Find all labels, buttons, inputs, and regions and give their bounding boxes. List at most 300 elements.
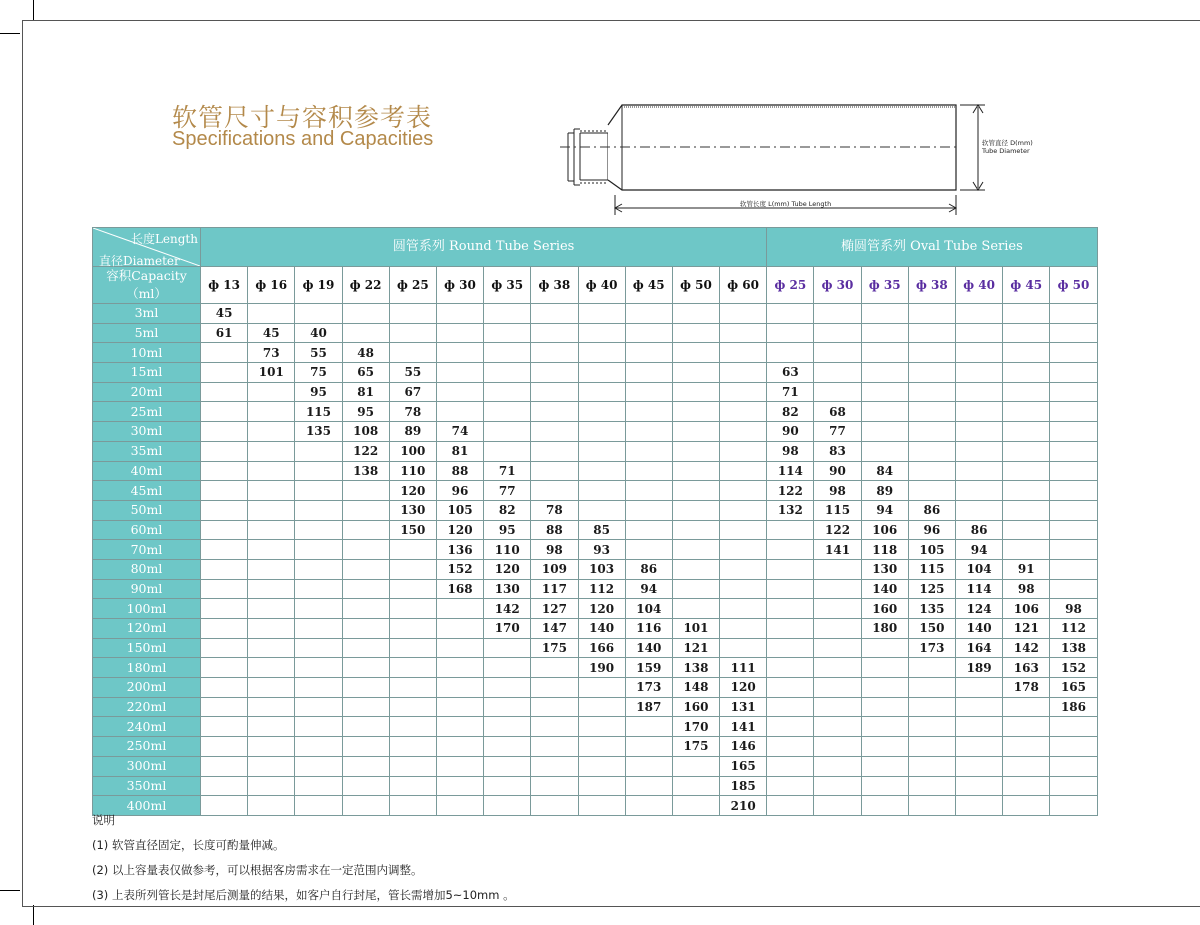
- length-cell: [389, 658, 436, 678]
- length-cell: 159: [625, 658, 672, 678]
- length-cell: 106: [861, 520, 908, 540]
- length-cell: [720, 619, 767, 639]
- length-cell: [908, 323, 955, 343]
- table-row: [93, 599, 1098, 619]
- notes-heading: 说明: [92, 813, 115, 827]
- length-cell: 120: [436, 520, 483, 540]
- table-row: [93, 579, 1098, 599]
- length-cell: [720, 422, 767, 442]
- length-cell: [436, 619, 483, 639]
- length-cell: [672, 756, 719, 776]
- length-cell: [956, 481, 1003, 501]
- length-cell: [531, 481, 578, 501]
- length-cell: 115: [908, 559, 955, 579]
- length-cell: 55: [389, 363, 436, 383]
- length-cell: 109: [531, 559, 578, 579]
- length-cell: [1050, 481, 1097, 501]
- length-cell: 165: [1050, 678, 1097, 698]
- length-cell: [201, 697, 248, 717]
- capacity-cell: 25ml: [93, 402, 201, 422]
- length-cell: 138: [1050, 638, 1097, 658]
- length-cell: [1050, 382, 1097, 402]
- length-cell: [672, 343, 719, 363]
- length-cell: [956, 422, 1003, 442]
- length-cell: 98: [531, 540, 578, 560]
- length-cell: [956, 323, 1003, 343]
- length-cell: 142: [484, 599, 531, 619]
- length-cell: [861, 658, 908, 678]
- length-cell: [908, 441, 955, 461]
- length-cell: [1050, 422, 1097, 442]
- length-cell: 138: [672, 658, 719, 678]
- length-cell: [1050, 756, 1097, 776]
- length-cell: [1050, 441, 1097, 461]
- length-cell: [578, 304, 625, 324]
- length-cell: [578, 441, 625, 461]
- length-cell: 138: [342, 461, 389, 481]
- length-cell: 78: [389, 402, 436, 422]
- length-cell: 103: [578, 559, 625, 579]
- length-cell: [389, 717, 436, 737]
- length-cell: 106: [1003, 599, 1050, 619]
- length-cell: [578, 402, 625, 422]
- length-cell: 141: [814, 540, 861, 560]
- length-cell: [484, 382, 531, 402]
- length-cell: [578, 796, 625, 816]
- length-cell: 65: [342, 363, 389, 383]
- length-cell: 94: [625, 579, 672, 599]
- length-cell: [625, 756, 672, 776]
- length-cell: [389, 737, 436, 757]
- length-cell: [672, 304, 719, 324]
- length-cell: [578, 697, 625, 717]
- length-cell: [1050, 500, 1097, 520]
- length-cell: 96: [436, 481, 483, 501]
- length-cell: [295, 638, 342, 658]
- length-cell: [720, 520, 767, 540]
- length-cell: [484, 343, 531, 363]
- length-cell: 140: [956, 619, 1003, 639]
- length-cell: [1003, 776, 1050, 796]
- length-cell: 83: [814, 441, 861, 461]
- length-cell: [720, 323, 767, 343]
- length-cell: 105: [436, 500, 483, 520]
- capacity-cell: 250ml: [93, 737, 201, 757]
- length-cell: [248, 678, 295, 698]
- capacity-cell: 120ml: [93, 619, 201, 639]
- length-cell: [861, 422, 908, 442]
- length-cell: [295, 540, 342, 560]
- length-cell: [1050, 737, 1097, 757]
- length-cell: 170: [672, 717, 719, 737]
- length-cell: [248, 579, 295, 599]
- length-cell: [672, 559, 719, 579]
- length-cell: [956, 776, 1003, 796]
- length-cell: [578, 717, 625, 737]
- length-cell: 40: [295, 323, 342, 343]
- length-cell: [861, 737, 908, 757]
- length-cell: [956, 363, 1003, 383]
- length-cell: [248, 776, 295, 796]
- length-cell: [1003, 382, 1050, 402]
- length-cell: 175: [672, 737, 719, 757]
- length-cell: [531, 343, 578, 363]
- length-cell: [814, 796, 861, 816]
- round-diameter-header: ф 35: [484, 267, 531, 304]
- length-cell: 117: [531, 579, 578, 599]
- capacity-cell: 35ml: [93, 441, 201, 461]
- length-cell: 71: [767, 382, 814, 402]
- table-row: [93, 323, 1098, 343]
- length-cell: [531, 697, 578, 717]
- length-cell: [908, 304, 955, 324]
- length-cell: [672, 540, 719, 560]
- length-cell: [342, 638, 389, 658]
- length-cell: [861, 323, 908, 343]
- length-cell: [861, 304, 908, 324]
- note-item: (1) 软管直径固定，长度可酌量伸减。: [92, 838, 285, 852]
- length-cell: [484, 717, 531, 737]
- length-cell: 75: [295, 363, 342, 383]
- length-cell: 135: [295, 422, 342, 442]
- length-cell: [956, 796, 1003, 816]
- length-cell: [248, 599, 295, 619]
- length-cell: [295, 678, 342, 698]
- length-cell: [767, 717, 814, 737]
- length-cell: [484, 402, 531, 422]
- diameter-label-en: Tube Diameter: [982, 147, 1030, 155]
- length-cell: [201, 520, 248, 540]
- length-cell: [956, 461, 1003, 481]
- length-cell: 185: [720, 776, 767, 796]
- length-cell: [342, 579, 389, 599]
- length-cell: 114: [956, 579, 1003, 599]
- length-cell: [956, 441, 1003, 461]
- table-row: [93, 658, 1098, 678]
- length-cell: [1003, 304, 1050, 324]
- length-cell: [531, 776, 578, 796]
- length-cell: 136: [436, 540, 483, 560]
- length-cell: [720, 559, 767, 579]
- capacity-cell: 220ml: [93, 697, 201, 717]
- length-cell: 122: [767, 481, 814, 501]
- length-cell: [295, 559, 342, 579]
- length-cell: [908, 678, 955, 698]
- table-row: [93, 520, 1098, 540]
- length-cell: [908, 717, 955, 737]
- table-row: [93, 481, 1098, 501]
- length-cell: 130: [484, 579, 531, 599]
- length-cell: [389, 343, 436, 363]
- table-row: [93, 382, 1098, 402]
- capacity-cell: 100ml: [93, 599, 201, 619]
- length-cell: [625, 796, 672, 816]
- length-cell: 68: [814, 402, 861, 422]
- length-cell: 61: [201, 323, 248, 343]
- length-cell: [578, 481, 625, 501]
- length-cell: [672, 441, 719, 461]
- length-cell: [578, 363, 625, 383]
- length-cell: 86: [908, 500, 955, 520]
- length-cell: 187: [625, 697, 672, 717]
- length-cell: 90: [814, 461, 861, 481]
- length-cell: [956, 756, 1003, 776]
- length-cell: [389, 638, 436, 658]
- length-cell: 104: [625, 599, 672, 619]
- length-cell: [484, 737, 531, 757]
- length-cell: 125: [908, 579, 955, 599]
- length-cell: [1003, 756, 1050, 776]
- length-cell: [720, 579, 767, 599]
- length-cell: [436, 658, 483, 678]
- length-cell: [201, 658, 248, 678]
- length-cell: [578, 776, 625, 796]
- length-cell: 88: [531, 520, 578, 540]
- length-cell: [672, 481, 719, 501]
- table-row: [93, 540, 1098, 560]
- length-cell: [436, 402, 483, 422]
- length-cell: [956, 678, 1003, 698]
- length-cell: [342, 737, 389, 757]
- length-cell: 96: [908, 520, 955, 540]
- capacity-cell: 90ml: [93, 579, 201, 599]
- table-row: [93, 717, 1098, 737]
- length-cell: [672, 500, 719, 520]
- capacity-cell: 80ml: [93, 559, 201, 579]
- capacity-cell: 240ml: [93, 717, 201, 737]
- length-cell: [201, 678, 248, 698]
- oval-diameter-header: ф 35: [861, 267, 908, 304]
- length-cell: 55: [295, 343, 342, 363]
- length-cell: [342, 756, 389, 776]
- tube-diagram: [560, 95, 1060, 220]
- length-cell: 82: [767, 402, 814, 422]
- round-diameter-header: ф 22: [342, 267, 389, 304]
- length-cell: [956, 737, 1003, 757]
- table-row: [93, 559, 1098, 579]
- length-cell: [295, 756, 342, 776]
- length-cell: [861, 363, 908, 383]
- length-cell: [814, 304, 861, 324]
- round-diameter-header: ф 38: [531, 267, 578, 304]
- length-cell: [908, 402, 955, 422]
- length-cell: [248, 559, 295, 579]
- length-cell: [1050, 323, 1097, 343]
- length-cell: [625, 402, 672, 422]
- length-cell: [531, 461, 578, 481]
- length-cell: [908, 756, 955, 776]
- table-row: [93, 638, 1098, 658]
- length-cell: [342, 658, 389, 678]
- length-cell: 84: [861, 461, 908, 481]
- length-cell: 165: [720, 756, 767, 776]
- length-cell: 95: [342, 402, 389, 422]
- length-cell: 77: [814, 422, 861, 442]
- length-cell: [720, 638, 767, 658]
- length-cell: [956, 717, 1003, 737]
- length-cell: [295, 520, 342, 540]
- length-cell: [767, 579, 814, 599]
- length-cell: [767, 304, 814, 324]
- capacity-cell: 20ml: [93, 382, 201, 402]
- length-cell: 120: [720, 678, 767, 698]
- table-row: [93, 756, 1098, 776]
- length-cell: [767, 678, 814, 698]
- length-cell: [295, 500, 342, 520]
- length-cell: [578, 461, 625, 481]
- table-row: [93, 500, 1098, 520]
- length-cell: [201, 382, 248, 402]
- length-cell: [1003, 363, 1050, 383]
- length-cell: [389, 323, 436, 343]
- length-cell: [625, 441, 672, 461]
- length-cell: [484, 776, 531, 796]
- length-cell: [908, 461, 955, 481]
- length-cell: 160: [672, 697, 719, 717]
- length-cell: [295, 619, 342, 639]
- length-cell: [201, 540, 248, 560]
- length-cell: [672, 363, 719, 383]
- length-cell: [248, 619, 295, 639]
- capacity-cell: 70ml: [93, 540, 201, 560]
- length-cell: [531, 382, 578, 402]
- length-cell: [531, 304, 578, 324]
- length-cell: [767, 756, 814, 776]
- length-cell: [625, 323, 672, 343]
- note-item: (3) 上表所列管长是封尾后测量的结果，如客户自行封尾，管长需增加5~10mm 。: [92, 888, 515, 902]
- oval-diameter-header: ф 45: [1003, 267, 1050, 304]
- length-cell: [436, 599, 483, 619]
- length-cell: [672, 323, 719, 343]
- length-cell: 63: [767, 363, 814, 383]
- length-cell: [436, 363, 483, 383]
- length-cell: [248, 540, 295, 560]
- length-cell: [720, 599, 767, 619]
- length-cell: [389, 697, 436, 717]
- length-cell: [1003, 697, 1050, 717]
- length-cell: 146: [720, 737, 767, 757]
- length-cell: [531, 737, 578, 757]
- length-cell: 175: [531, 638, 578, 658]
- length-cell: [861, 717, 908, 737]
- length-cell: 150: [908, 619, 955, 639]
- length-cell: [342, 481, 389, 501]
- length-cell: 152: [436, 559, 483, 579]
- length-cell: [672, 579, 719, 599]
- length-cell: [201, 481, 248, 501]
- length-cell: [720, 441, 767, 461]
- table-row: [93, 343, 1098, 363]
- length-cell: 142: [1003, 638, 1050, 658]
- length-cell: [625, 422, 672, 442]
- length-cell: [248, 638, 295, 658]
- length-cell: 127: [531, 599, 578, 619]
- length-cell: [436, 304, 483, 324]
- length-cell: [248, 520, 295, 540]
- capacity-cell: 200ml: [93, 678, 201, 698]
- length-cell: [248, 697, 295, 717]
- length-cell: [578, 343, 625, 363]
- length-cell: [861, 638, 908, 658]
- length-cell: [625, 304, 672, 324]
- length-cell: 94: [861, 500, 908, 520]
- length-cell: [861, 382, 908, 402]
- length-cell: [814, 363, 861, 383]
- length-cell: [201, 422, 248, 442]
- length-cell: [625, 461, 672, 481]
- capacity-cell: 60ml: [93, 520, 201, 540]
- length-cell: [484, 697, 531, 717]
- length-cell: 95: [295, 382, 342, 402]
- length-cell: 118: [861, 540, 908, 560]
- length-cell: [1003, 461, 1050, 481]
- length-cell: 110: [484, 540, 531, 560]
- oval-diameter-header: ф 50: [1050, 267, 1097, 304]
- length-cell: [720, 461, 767, 481]
- length-cell: [201, 402, 248, 422]
- table-row: [93, 422, 1098, 442]
- oval-diameter-header: ф 30: [814, 267, 861, 304]
- length-cell: [436, 323, 483, 343]
- page-title-en: Specifications and Capacities: [172, 128, 434, 150]
- capacity-cell: 300ml: [93, 756, 201, 776]
- length-cell: 115: [295, 402, 342, 422]
- length-cell: [436, 756, 483, 776]
- length-cell: [342, 678, 389, 698]
- length-cell: [767, 697, 814, 717]
- length-cell: [814, 599, 861, 619]
- round-diameter-header: ф 19: [295, 267, 342, 304]
- length-cell: [814, 658, 861, 678]
- length-cell: [389, 776, 436, 796]
- round-series-header: 圆管系列 Round Tube Series: [201, 228, 767, 267]
- length-cell: [295, 441, 342, 461]
- length-cell: [1003, 737, 1050, 757]
- length-cell: [484, 756, 531, 776]
- length-cell: 170: [484, 619, 531, 639]
- length-cell: [956, 402, 1003, 422]
- length-cell: [1003, 796, 1050, 816]
- round-diameter-header: ф 25: [389, 267, 436, 304]
- table-row: [93, 402, 1098, 422]
- length-cell: [767, 520, 814, 540]
- length-cell: 112: [1050, 619, 1097, 639]
- length-cell: [342, 323, 389, 343]
- length-cell: 81: [436, 441, 483, 461]
- length-cell: 121: [1003, 619, 1050, 639]
- capacity-cell: 10ml: [93, 343, 201, 363]
- length-cell: [436, 776, 483, 796]
- length-cell: 86: [625, 559, 672, 579]
- length-cell: 160: [861, 599, 908, 619]
- length-cell: [201, 717, 248, 737]
- length-cell: [436, 343, 483, 363]
- length-cell: 178: [1003, 678, 1050, 698]
- length-cell: 168: [436, 579, 483, 599]
- length-cell: 78: [531, 500, 578, 520]
- length-cell: 132: [767, 500, 814, 520]
- length-label: 软管长度 L(mm) Tube Length: [740, 200, 832, 208]
- length-cell: [625, 737, 672, 757]
- length-cell: 180: [861, 619, 908, 639]
- length-cell: [436, 697, 483, 717]
- length-cell: [342, 500, 389, 520]
- length-cell: 93: [578, 540, 625, 560]
- length-cell: [908, 382, 955, 402]
- length-cell: 89: [861, 481, 908, 501]
- length-cell: 110: [389, 461, 436, 481]
- capacity-cell: 400ml: [93, 796, 201, 816]
